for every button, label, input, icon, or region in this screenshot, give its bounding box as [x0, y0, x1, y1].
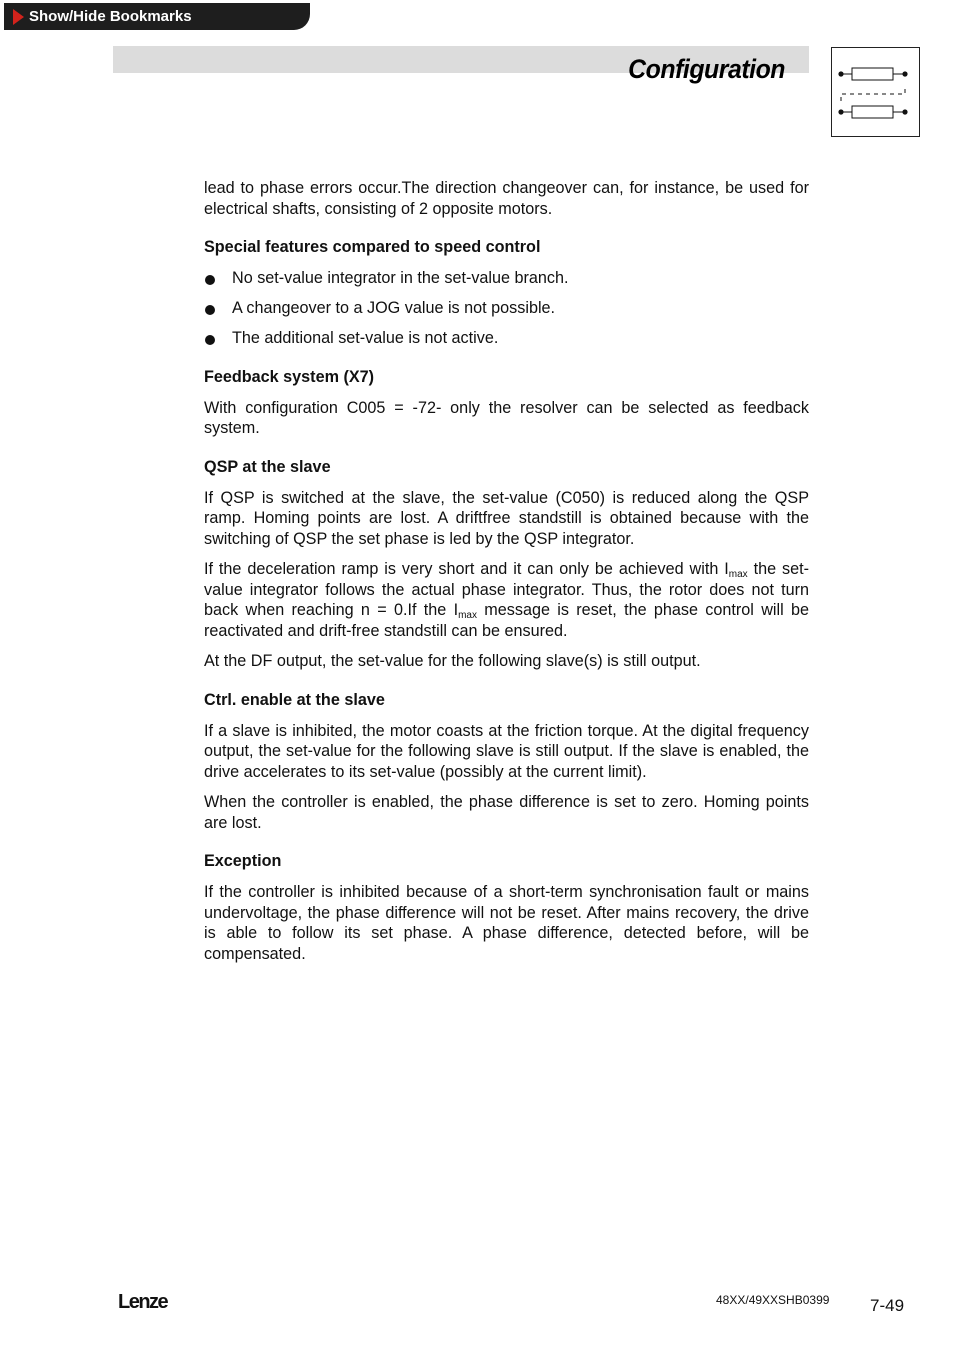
list-item: No set-value integrator in the set-value branch. [204, 268, 809, 289]
paragraph: If a slave is inhibited, the motor coasts at the friction torque. At the digital frequency output, the set-value for the following slave is still output. If the slave is enabled, the drive accelerates to its set-value (possibly at the current limit). [204, 721, 809, 781]
feedback-section [204, 367, 809, 439]
bookmarks-button-label: Show/Hide Bookmarks [29, 8, 192, 25]
section-heading: Special features compared to speed control [204, 238, 541, 256]
configuration-diagram-icon [831, 47, 920, 137]
text-run: message is reset, the phase control will be reactivated and drift-free standstill can be ensured. [204, 601, 809, 640]
paragraph: With configuration C005 = -72- only the resolver can be selected as feedback system. [204, 398, 809, 437]
paragraph: If QSP is switched at the slave, the set-value (C050) is reduced along the QSP ramp. Homing points are lost. A driftfree standstill is obtained because with the switching of QSP the set phase is led by the QSP integrator. [204, 488, 809, 548]
special-features-section [204, 237, 809, 349]
section-heading: Exception [204, 852, 282, 870]
section-heading: Feedback system (X7) [204, 367, 375, 386]
page-title: Configuration [628, 54, 785, 84]
text-run: If the deceleration ramp is very short and it can only be achieved with I [204, 560, 729, 578]
qsp-section [204, 457, 809, 672]
page-content [204, 178, 809, 974]
intro-paragraph: lead to phase errors occur.The direction changeover can, for instance, be used for electrical shafts, consisting of 2 opposite motors. [204, 179, 809, 218]
paragraph [204, 559, 809, 641]
subscript: max [728, 569, 748, 580]
paragraph: When the controller is enabled, the phase difference is set to zero. Homing points are lost. [204, 793, 809, 832]
page-number: 7-49 [870, 1296, 905, 1315]
paragraph: At the DF output, the set-value for the following slave(s) is still output. [204, 652, 701, 670]
section-heading: Ctrl. enable at the slave [204, 690, 385, 709]
list-item: A changeover to a JOG value is not possible. [204, 298, 809, 319]
triangle-right-icon [13, 9, 24, 25]
paragraph: If the controller is inhibited because of a short-term synchronisation fault or mains undervoltage, the phase difference will not be reset. After mains recovery, the drive is able to follow its set phase. A phase difference, detected before, will be compensated. [204, 883, 809, 963]
subscript: max [458, 610, 477, 621]
bullet-list [204, 268, 809, 349]
section-heading: QSP at the slave [204, 457, 331, 476]
exception-section [204, 851, 809, 964]
lenze-logo: Lenze [118, 1291, 168, 1313]
show-hide-bookmarks-button[interactable] [4, 3, 310, 30]
document-id: 48XX/49XXSHB0399 [716, 1293, 830, 1307]
text-run: the set-value integrator follows the actual phase integrator. Thus, the rotor does not turn back when reaching n = 0.If the I [204, 560, 810, 619]
ctrl-enable-section [204, 690, 809, 834]
list-item: The additional set-value is not active. [204, 328, 809, 349]
